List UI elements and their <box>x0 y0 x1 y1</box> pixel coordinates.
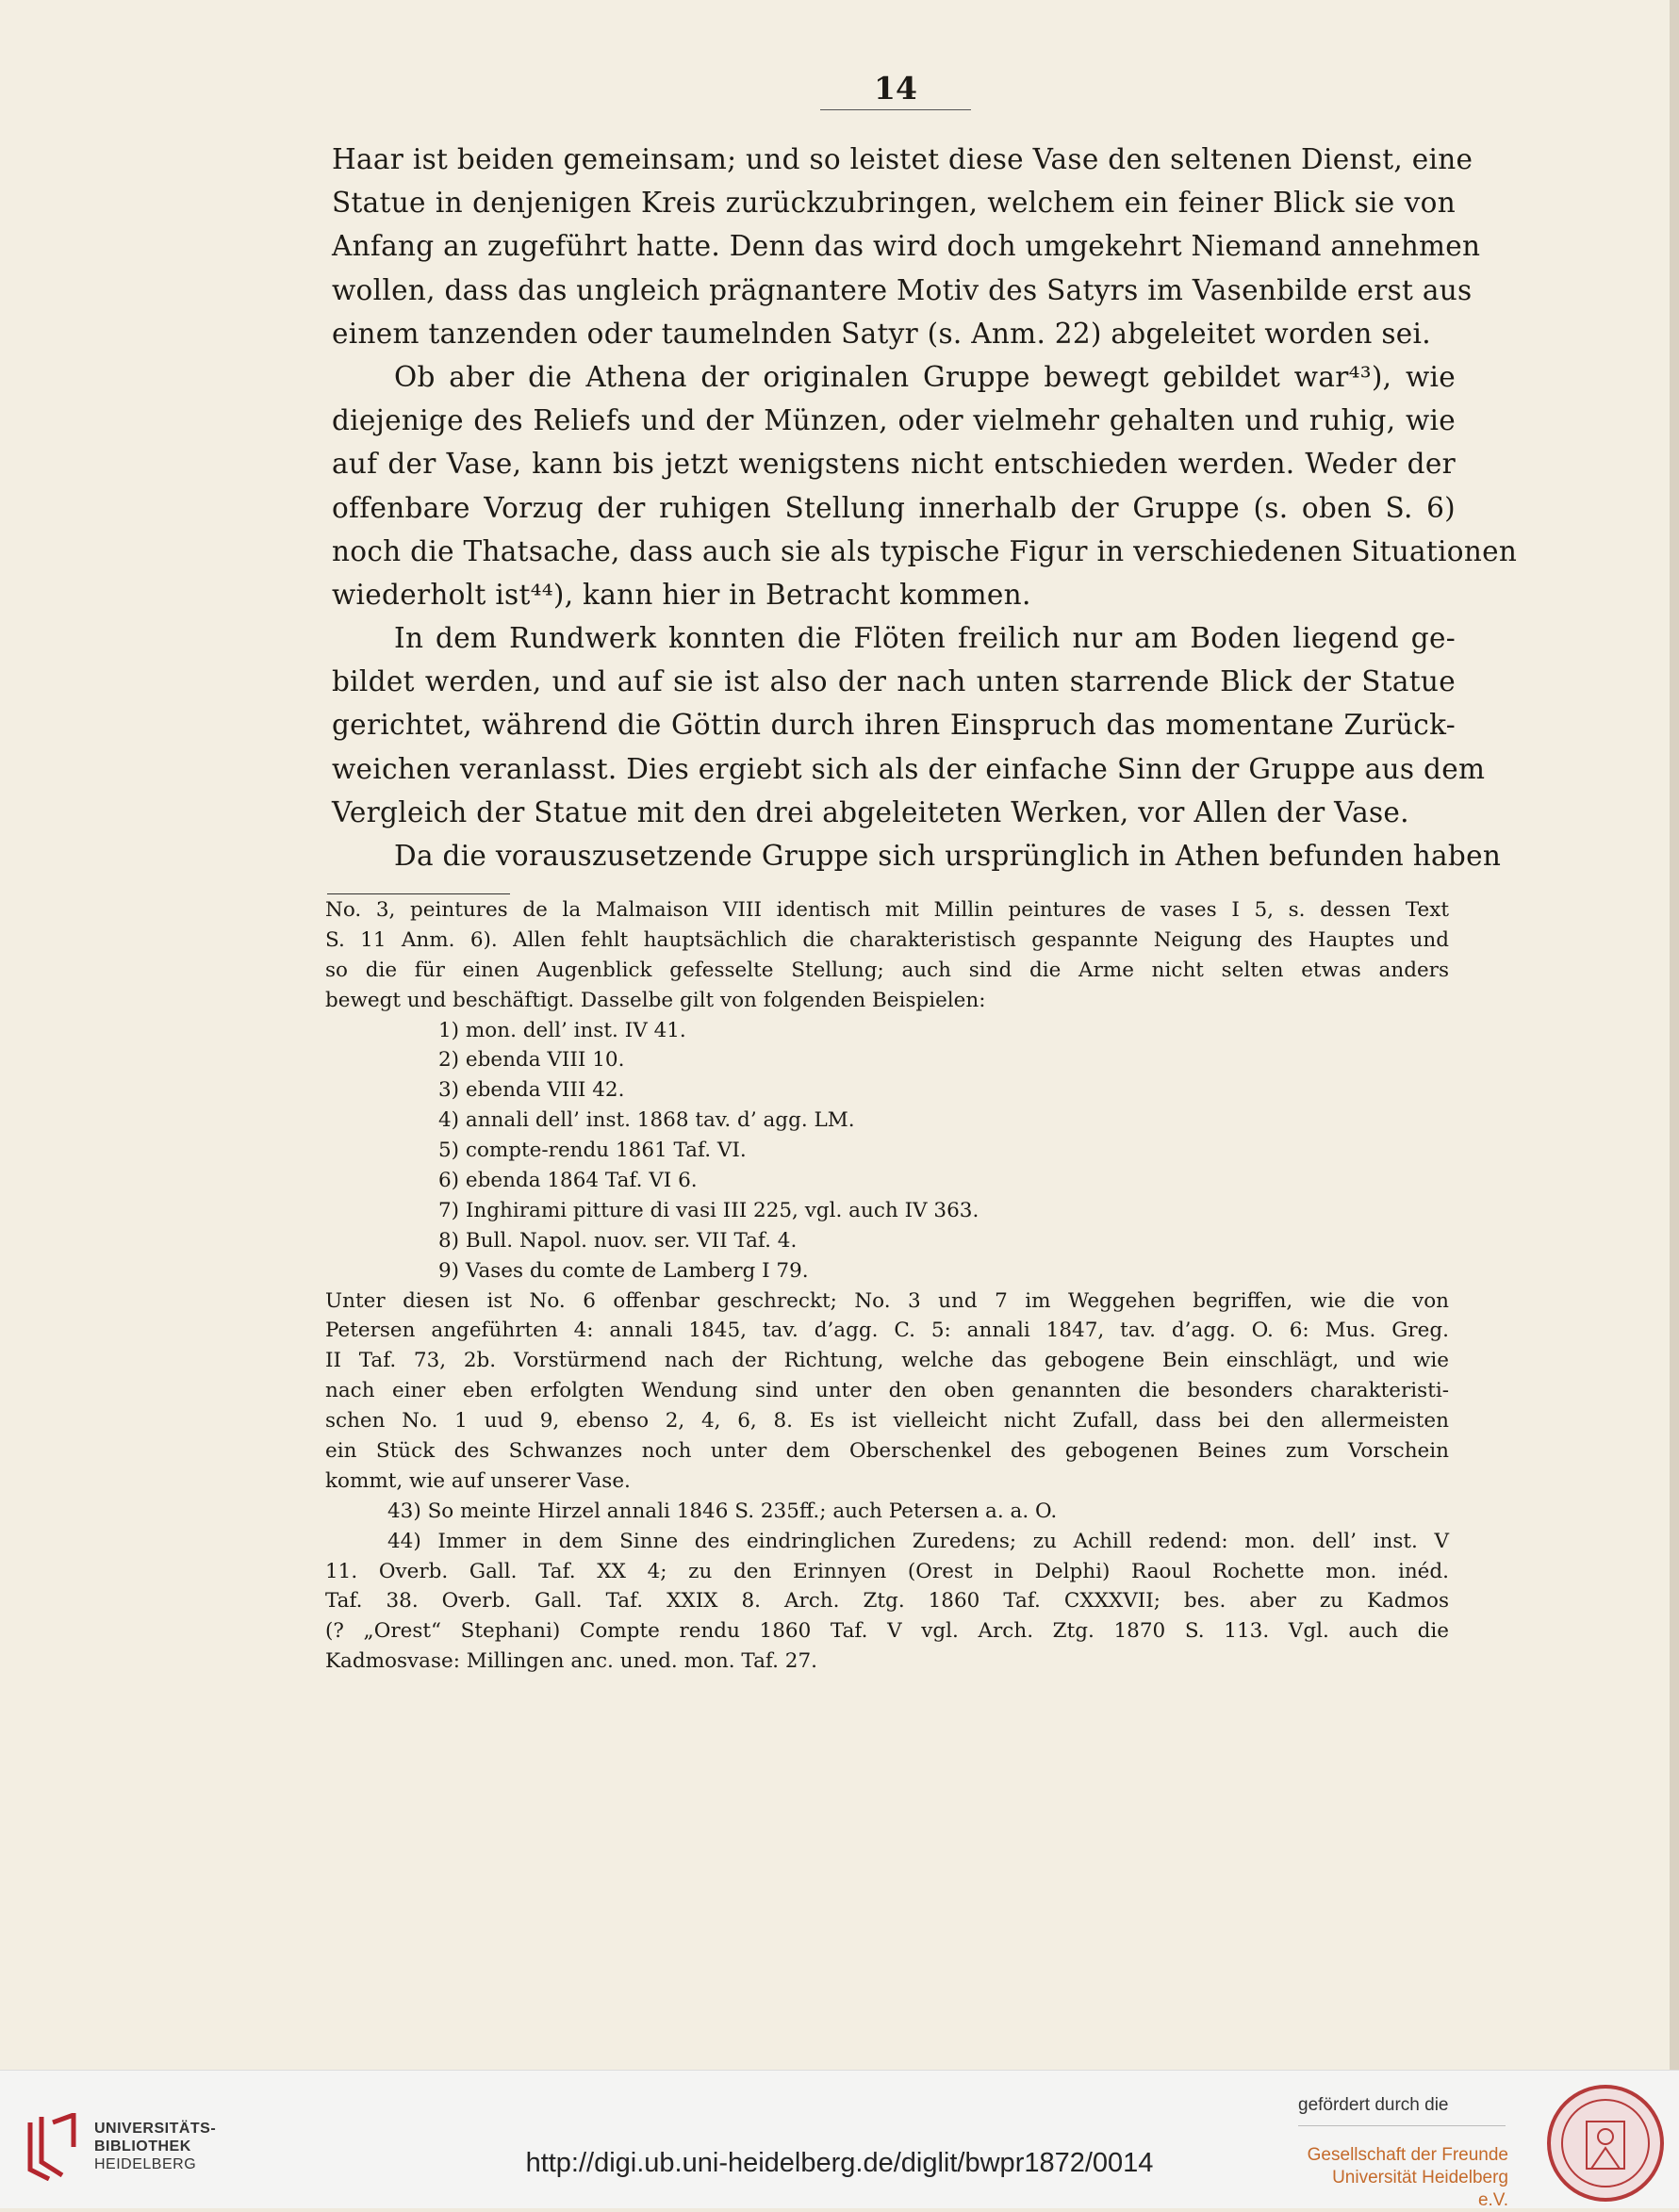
footnote-line: 5) compte-rendu 1861 Taf. VI. <box>438 1139 747 1163</box>
main-text <box>332 143 1518 886</box>
library-name: UNIVERSITÄTS- BIBLIOTHEK HEIDELBERG <box>94 2121 217 2172</box>
text-line: diejenige des Reliefs und der Münzen, oder vielmehr gehalten und ruhig, wie <box>332 404 1456 437</box>
footnote-rule <box>327 893 510 894</box>
page-url-link[interactable]: http://digi.ub.uni-heidelberg.de/diglit/bwpr1872/0014 <box>525 2148 1154 2178</box>
footnote-line: schen No. 1 uud 9, ebenso 2, 4, 6, 8. Es ist vielleicht nicht Zufall, dass bei den allermeisten <box>325 1409 1449 1434</box>
footnote-line: kommt, wie auf unserer Vase. <box>325 1468 631 1493</box>
page-number: 14 <box>874 70 917 107</box>
footnote-line: 44) Immer in dem Sinne des eindringlichen Zuredens; zu Achill redend: mon. dell’ inst. V <box>387 1529 1449 1553</box>
footnote-line: ein Stück des Schwanzes noch unter dem Oberschenkel des gebogenen Beines zum Vorschein <box>325 1439 1449 1464</box>
footnote-line: 9) Vases du comte de Lamberg I 79. <box>438 1258 809 1283</box>
footnote-line: 8) Bull. Napol. nuov. ser. VII Taf. 4. <box>438 1228 798 1253</box>
footnote-line: so die für einen Augenblick gefesselte Stellung; auch sind die Arme nicht selten etwas anders <box>325 958 1449 982</box>
footnote-line: Kadmosvase: Millingen anc. uned. mon. Taf. 27. <box>325 1649 817 1674</box>
text-line: Vergleich der Statue mit den drei abgeleiteten Werken, vor Allen der Vase. <box>332 795 1409 828</box>
text-line: noch die Thatsache, dass auch sie als typische Figur in verschiedenen Situationen <box>332 534 1518 567</box>
university-seal-icon <box>1544 2082 1667 2204</box>
footnote-line: Petersen angeführten 4: annali 1845, tav. d’agg. C. 5: annali 1847, tav. d’agg. O. 6: Mus. Greg. <box>325 1319 1449 1343</box>
text-line: Statue in denjenigen Kreis zurückzubringen, welchem ein feiner Blick sie von <box>332 187 1456 220</box>
sponsor-label: gefördert durch die <box>1298 2095 1449 2115</box>
footnotes <box>325 900 1449 1681</box>
text-line: weichen veranlasst. Dies ergiebt sich als der einfache Sinn der Gruppe aus dem <box>332 752 1486 785</box>
footnote-line: II Taf. 73, 2b. Vorstürmend nach der Richtung, welche das gebogene Bein einschlägt, und wie <box>325 1349 1449 1373</box>
page-number-rule <box>820 109 971 110</box>
footnote-line: 11. Overb. Gall. Taf. XX 4; zu den Erinnyen (Orest in Delphi) Raoul Rochette mon. inéd. <box>325 1559 1449 1583</box>
text-line: Da die vorauszusetzende Gruppe sich ursprünglich in Athen befunden haben <box>394 840 1502 872</box>
text-line: wiederholt ist⁴⁴), kann hier in Betracht kommen. <box>332 578 1031 611</box>
text-line: wollen, dass das ungleich prägnantere Motiv des Satyrs im Vasenbilde erst aus <box>332 273 1473 306</box>
text-line: einem tanzenden oder taumelnden Satyr (s. Anm. 22) abgeleitet worden sei. <box>332 317 1431 350</box>
text-line: offenbare Vorzug der ruhigen Stellung innerhalb der Gruppe (s. oben S. 6) <box>332 491 1456 524</box>
footnote-line: 1) mon. dell’ inst. IV 41. <box>438 1018 686 1042</box>
text-line: In dem Rundwerk konnten die Flöten freilich nur am Boden liegend ge- <box>394 622 1456 655</box>
text-line: bildet werden, und auf sie ist also der nach unten starrende Blick der Statue <box>332 665 1456 698</box>
text-line: auf der Vase, kann bis jetzt wenigstens nicht entschieden werden. Weder der <box>332 448 1456 481</box>
society-name: Gesellschaft der Freunde Universität Heidelberg e.V. <box>1307 2145 1508 2210</box>
text-line: Haar ist beiden gemeinsam; und so leistet diese Vase den seltenen Dienst, eine <box>332 143 1473 175</box>
footnote-line: 7) Inghirami pitture di vasi III 225, vgl. auch IV 363. <box>438 1198 979 1222</box>
footnote-line: No. 3, peintures de la Malmaison VIII identisch mit Millin peintures de vases I 5, s. dessen Text <box>325 898 1449 922</box>
footnote-line: Unter diesen ist No. 6 offenbar geschreckt; No. 3 und 7 im Weggehen begriffen, wie die von <box>325 1288 1449 1313</box>
footnote-line: S. 11 Anm. 6). Allen fehlt hauptsächlich die charakteristisch gespannte Neigung des Hauptes und <box>325 927 1449 952</box>
footnote-line: 2) ebenda VIII 10. <box>438 1048 625 1073</box>
text-line: gerichtet, während die Göttin durch ihren Einspruch das momentane Zurück- <box>332 709 1456 742</box>
footnote-line: 6) ebenda 1864 Taf. VI 6. <box>438 1169 698 1193</box>
footnote-line: 3) ebenda VIII 42. <box>438 1078 625 1103</box>
sponsor-divider <box>1298 2125 1506 2126</box>
text-line: Anfang an zugeführt hatte. Denn das wird doch umgekehrt Niemand annehmen <box>332 230 1481 263</box>
footnote-line: Taf. 38. Overb. Gall. Taf. XXIX 8. Arch. Ztg. 1860 Taf. CXXXVII; bes. aber zu Kadmos <box>325 1589 1449 1614</box>
footnote-line: 43) So meinte Hirzel annali 1846 S. 235ff.; auch Petersen a. a. O. <box>387 1499 1058 1523</box>
footnote-line: bewegt und beschäftigt. Dasselbe gilt von folgenden Beispielen: <box>325 988 986 1012</box>
text-line: Ob aber die Athena der originalen Gruppe bewegt gebildet war⁴³), wie <box>394 360 1456 393</box>
viewer-footer <box>0 2070 1679 2208</box>
footnote-line: nach einer eben erfolgten Wendung sind unter den oben genannten die besonders charakteristi- <box>325 1379 1449 1403</box>
footnote-line: 4) annali dell’ inst. 1868 tav. d’ agg. LM. <box>438 1108 855 1133</box>
footnote-line: (? „Orest“ Stephani) Compte rendu 1860 Taf. V vgl. Arch. Ztg. 1870 S. 113. Vgl. auch die <box>325 1619 1449 1644</box>
page-edge <box>1670 0 1679 2070</box>
